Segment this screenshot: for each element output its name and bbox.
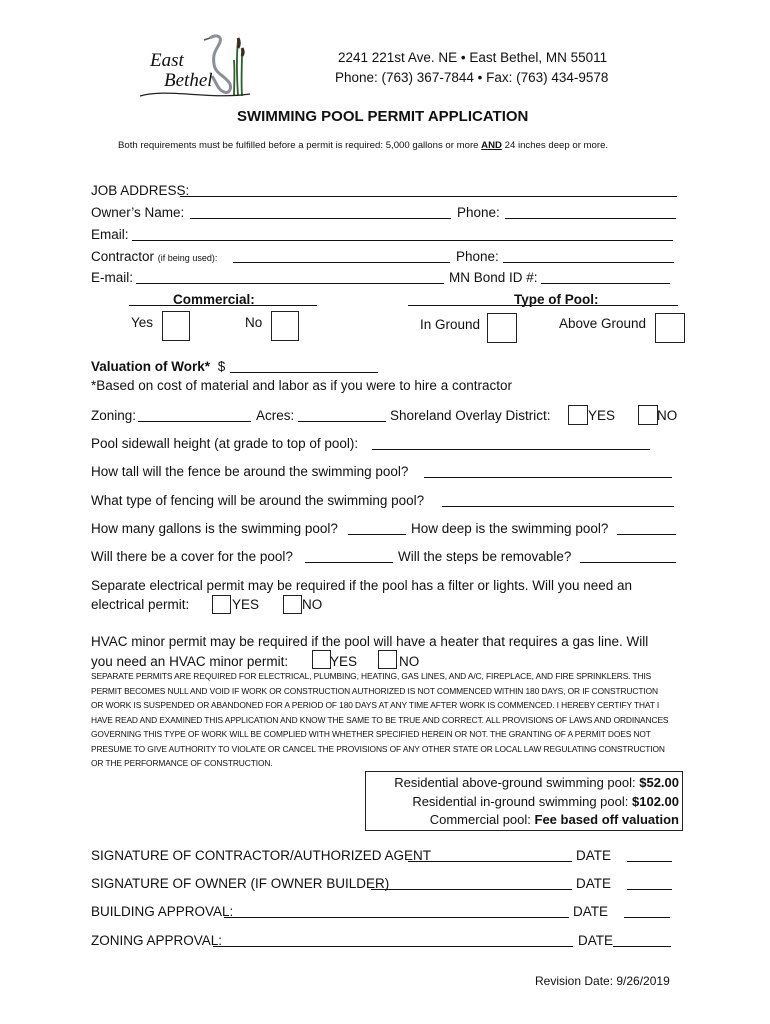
owner-signature-label: SIGNATURE OF OWNER (IF OWNER BUILDER) xyxy=(91,876,390,891)
fence-type-field[interactable] xyxy=(442,506,674,507)
electrical-no-label: NO xyxy=(302,597,323,612)
hvac-yes-checkbox[interactable] xyxy=(312,650,331,669)
job-address-field[interactable] xyxy=(180,196,677,197)
revision-date: Revision Date: 9/26/2019 xyxy=(535,974,670,988)
electrical-text-2: electrical permit: xyxy=(91,597,190,612)
building-approval-label: BUILDING APPROVAL: xyxy=(91,904,234,919)
contractor-field[interactable] xyxy=(233,262,450,263)
legal-line: PRESUME TO GIVE AUTHORITY TO VIOLATE OR CANCEL THE PROVISIONS OF ANY OTHER STATE OR LOCAL LAW REGULATING CONSTRUCTION xyxy=(91,743,665,754)
gallons-label: How many gallons is the swimming pool? xyxy=(91,521,338,536)
legal-line: PERMIT BECOMES NULL AND VOID IF WORK OR CONSTRUCTION AUTHORIZED IS NOT COMMENCED WITHIN 180 DAYS, OR IF CONSTRUCTION xyxy=(91,685,658,696)
fee-commercial: Commercial pool: Fee based off valuation xyxy=(429,812,679,827)
hvac-no-checkbox[interactable] xyxy=(378,650,397,669)
above-ground-label: Above Ground xyxy=(559,316,647,331)
contractor-signature-label: SIGNATURE OF CONTRACTOR/AUTHORIZED AGENT xyxy=(91,848,432,863)
contractor-phone-label: Phone: xyxy=(456,249,499,264)
steps-label: Will the steps be removable? xyxy=(398,549,572,564)
legal-line: SEPARATE PERMITS ARE REQUIRED FOR ELECTRICAL, PLUMBING, HEATING, GAS LINES, AND A/C, FIREPLACE, AND FIRE SPRINKLERS. THIS xyxy=(91,671,652,681)
hvac-text-1: HVAC minor permit may be required if the pool will have a heater that requires a gas line. Will xyxy=(91,634,649,649)
fence-height-field[interactable] xyxy=(424,477,672,478)
fee-above-ground: Residential above-ground swimming pool: $52.00 xyxy=(394,775,679,790)
commercial-heading: Commercial: xyxy=(173,292,255,307)
depth-field[interactable] xyxy=(617,534,676,535)
shoreland-label: Shoreland Overlay District: xyxy=(390,408,551,423)
contractor-phone-field[interactable] xyxy=(503,262,674,263)
email-field[interactable] xyxy=(132,240,673,241)
contractor-label: Contractor (if being used): xyxy=(91,249,218,264)
owner-phone-label: Phone: xyxy=(457,205,500,220)
legal-line: GOVERNING THIS TYPE OF WORK WILL BE COMPLIED WITH WHETHER SPECIFIED HEREIN OR NOT. THE GRANTING OF A PERMIT DOES NOT xyxy=(91,729,651,739)
building-approval-field[interactable] xyxy=(224,917,569,918)
city-logo xyxy=(138,30,258,102)
fence-type-label: What type of fencing will be around the swimming pool? xyxy=(91,493,425,508)
legal-line: OR WORK IS SUSPENDED OR ABANDONED FOR A PERIOD OF 180 DAYS AT ANY TIME AFTER WORK IS COMMENCED. I HEREBY CERTIFY THAT I xyxy=(91,700,660,710)
building-date-label: DATE xyxy=(573,904,609,919)
acres-field[interactable] xyxy=(298,421,386,422)
shoreland-yes-label: YES xyxy=(588,408,616,423)
requirement-note: Both requirements must be fulfilled before a permit is required: 5,000 gallons or more AND 24 inches deep or more. xyxy=(118,140,609,151)
mn-bond-field[interactable] xyxy=(541,283,670,284)
acres-label: Acres: xyxy=(256,408,295,423)
steps-field[interactable] xyxy=(580,562,676,563)
zoning-approval-label: ZONING APPROVAL: xyxy=(91,933,223,948)
valuation-field[interactable] xyxy=(230,372,378,373)
legal-line: OR THE PERFORMANCE OF CONSTRUCTION. xyxy=(91,758,273,768)
pool-type-heading: Type of Pool: xyxy=(514,292,599,307)
fence-height-label: How tall will the fence be around the swimming pool? xyxy=(91,464,409,479)
in-ground-checkbox[interactable] xyxy=(487,313,517,343)
commercial-yes-checkbox[interactable] xyxy=(162,311,190,341)
electrical-yes-label: YES xyxy=(232,597,260,612)
commercial-no-checkbox[interactable] xyxy=(271,311,299,341)
sidewall-field[interactable] xyxy=(372,449,650,450)
hvac-text-2: you need an HVAC minor permit: xyxy=(91,654,289,669)
zoning-field[interactable] xyxy=(138,421,251,422)
owner-date-field[interactable] xyxy=(627,889,672,890)
cover-label: Will there be a cover for the pool? xyxy=(91,549,293,564)
commercial-yes-label: Yes xyxy=(131,315,154,330)
shoreland-yes-checkbox[interactable] xyxy=(568,405,588,425)
electrical-text-1: Separate electrical permit may be required if the pool has a filter or lights. Will you need an xyxy=(91,578,633,593)
contractor-email-label: E-mail: xyxy=(91,270,134,285)
shoreland-no-label: NO xyxy=(657,408,678,423)
hvac-no-label: NO xyxy=(399,654,420,669)
logo-text-bethel: Bethel xyxy=(164,70,213,91)
in-ground-label: In Ground xyxy=(420,317,481,332)
building-date-field[interactable] xyxy=(624,917,670,918)
fee-schedule-box xyxy=(365,771,683,831)
depth-label: How deep is the swimming pool? xyxy=(411,521,609,536)
cover-field[interactable] xyxy=(305,562,393,563)
contractor-signature-field[interactable] xyxy=(408,861,572,862)
page-title: SWIMMING POOL PERMIT APPLICATION xyxy=(237,108,529,125)
legal-line: HAVE READ AND EXAMINED THIS APPLICATION AND KNOW THE SAME TO BE TRUE AND CORRECT. ALL PROVISIONS OF LAWS AND ORDINANCES xyxy=(91,714,669,725)
owner-phone-field[interactable] xyxy=(505,218,676,219)
contractor-email-field[interactable] xyxy=(136,283,444,284)
shoreland-no-checkbox[interactable] xyxy=(638,405,658,425)
fee-in-ground: Residential in-ground swimming pool: $102.00 xyxy=(412,794,679,809)
owners-name-label: Owner’s Name: xyxy=(91,205,185,220)
commercial-no-label: No xyxy=(245,315,263,330)
hvac-yes-label: YES xyxy=(330,654,358,669)
electrical-no-checkbox[interactable] xyxy=(283,595,302,614)
above-ground-checkbox[interactable] xyxy=(655,313,685,343)
contractor-date-field[interactable] xyxy=(627,861,672,862)
owner-signature-field[interactable] xyxy=(371,889,572,890)
contractor-date-label: DATE xyxy=(576,848,612,863)
header-contact: Phone: (763) 367-7844 • Fax: (763) 434-9578 xyxy=(335,70,609,85)
owner-date-label: DATE xyxy=(576,876,612,891)
electrical-yes-checkbox[interactable] xyxy=(212,595,231,614)
zoning-date-label: DATE xyxy=(578,933,614,948)
valuation-label: Valuation of Work* $ xyxy=(91,359,226,374)
mn-bond-label: MN Bond ID #: xyxy=(449,270,538,285)
zoning-date-field[interactable] xyxy=(613,946,671,947)
header-address: 2241 221st Ave. NE • East Bethel, MN 55011 xyxy=(338,50,608,65)
gallons-field[interactable] xyxy=(348,534,406,535)
valuation-note: *Based on cost of material and labor as if you were to hire a contractor xyxy=(91,378,512,393)
email-label: Email: xyxy=(91,227,129,242)
logo-text-east: East xyxy=(150,50,184,71)
zoning-label: Zoning: xyxy=(91,408,137,423)
owners-name-field[interactable] xyxy=(190,218,451,219)
zoning-approval-field[interactable] xyxy=(213,946,573,947)
job-address-label: JOB ADDRESS: xyxy=(91,183,190,198)
sidewall-label: Pool sidewall height (at grade to top of pool): xyxy=(91,436,359,451)
